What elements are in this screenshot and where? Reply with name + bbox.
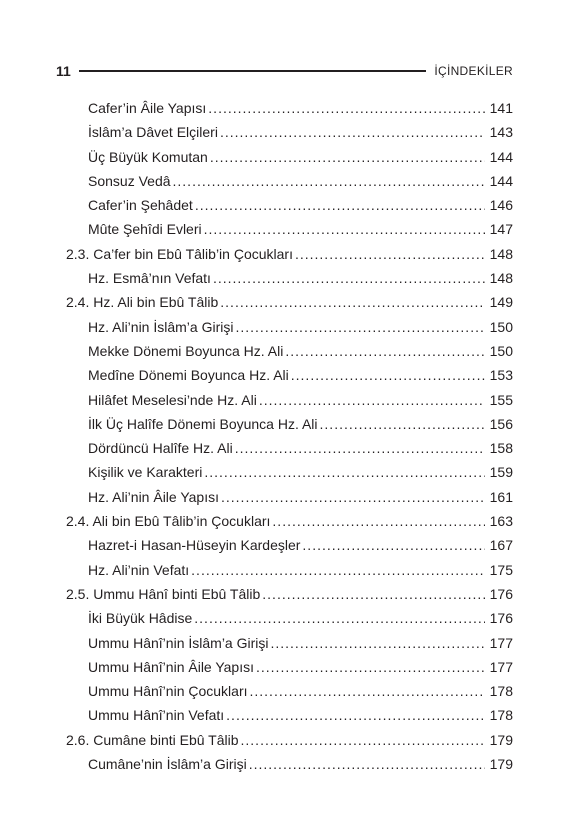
toc-entry[interactable] (66, 145, 513, 169)
toc-entry-page: 176 (489, 610, 513, 627)
dot-leader (235, 436, 485, 460)
dot-leader (256, 655, 485, 679)
toc-entry-page: 177 (489, 634, 513, 651)
toc-entry-page: 149 (489, 294, 513, 311)
toc-entry[interactable] (66, 120, 513, 144)
dot-leader (235, 315, 485, 339)
dot-leader (270, 631, 485, 655)
dot-leader (208, 96, 485, 120)
toc-entry-page: 143 (489, 124, 513, 141)
toc-entry-page: 144 (489, 148, 513, 165)
dot-leader (295, 242, 485, 266)
toc-entry-title: Sonsuz Vedâ (88, 172, 171, 189)
toc-entry-page: 150 (489, 342, 513, 359)
toc-entry[interactable] (66, 290, 513, 314)
toc-entry[interactable] (66, 728, 513, 752)
toc-entry-title: 2.4. Ali bin Ebû Tâlib’in Çocukları (66, 513, 271, 530)
toc-entry[interactable] (66, 460, 513, 484)
toc-entry-title: İki Büyük Hâdise (88, 610, 193, 627)
toc-entry[interactable] (66, 485, 513, 509)
page-number: 11 (56, 63, 71, 79)
dot-leader (210, 145, 485, 169)
toc-entry-title: Ummu Hânî’nin İslâm’a Girişi (88, 634, 269, 651)
toc-entry-page: 177 (489, 658, 513, 675)
toc-entry-title: Cafer’in Âile Yapısı (88, 100, 207, 116)
toc-entry-page: 178 (489, 707, 513, 724)
toc-entry[interactable] (66, 679, 513, 703)
dot-leader (195, 193, 485, 217)
toc-entry[interactable] (66, 412, 513, 436)
toc-entry[interactable] (66, 96, 513, 120)
toc-entry-title: Ummu Hânî’nin Vefatı (88, 707, 225, 724)
dot-leader (241, 728, 485, 752)
toc-entry-title: 2.3. Ca’fer bin Ebû Tâlib’in Çocukları (66, 245, 293, 262)
toc-entry[interactable] (66, 388, 513, 412)
toc-entry-page: 176 (489, 585, 513, 602)
toc-entry[interactable] (66, 752, 513, 776)
toc-entry-title: 2.5. Ummu Hânî binti Ebû Tâlib (66, 585, 261, 602)
toc-entry[interactable] (66, 533, 513, 557)
toc-entry-title: Ummu Hânî’nin Çocukları (88, 683, 248, 700)
toc-entry-title: Mûte Şehîdi Evleri (88, 221, 202, 238)
toc-entry-page: 148 (489, 245, 513, 262)
toc-entry[interactable] (66, 582, 513, 606)
dot-leader (194, 606, 485, 630)
toc-entry-page: 167 (489, 537, 513, 554)
toc-entry-page: 141 (489, 100, 513, 116)
toc-entry-title: Ummu Hânî’nin Âile Yapısı (88, 658, 254, 675)
toc-entry-page: 158 (489, 440, 513, 457)
toc-entry-title: Dördüncü Halîfe Hz. Ali (88, 440, 233, 457)
toc-entry-page: 161 (489, 488, 513, 505)
toc-entry[interactable] (66, 363, 513, 387)
toc-entry-page: 159 (489, 464, 513, 481)
dot-leader (302, 533, 485, 557)
dot-leader (259, 388, 485, 412)
toc-entry-title: Hz. Ali’nin Vefatı (88, 561, 190, 578)
toc-entry[interactable] (66, 631, 513, 655)
toc-entry-title: Medîne Dönemi Boyunca Hz. Ali (88, 367, 289, 384)
toc-entry-title: Hazret-i Hasan-Hüseyin Kardeşler (88, 537, 301, 554)
toc-entry-title: Hz. Ali’nin İslâm’a Girişi (88, 318, 234, 335)
toc-entry[interactable] (66, 509, 513, 533)
dot-leader (250, 679, 486, 703)
toc-entry-title: Hz. Ali’nin Âile Yapısı (88, 488, 219, 505)
toc-entry-page: 163 (489, 513, 513, 530)
toc-entry-page: 178 (489, 683, 513, 700)
toc-entry[interactable] (66, 266, 513, 290)
toc-entry[interactable] (66, 703, 513, 727)
toc-entry-page: 156 (489, 415, 513, 432)
dot-leader (272, 509, 485, 533)
dot-leader (226, 703, 485, 727)
dot-leader (285, 339, 485, 363)
toc-entry[interactable] (66, 558, 513, 582)
dot-leader (221, 485, 485, 509)
toc-entry-page: 175 (489, 561, 513, 578)
toc-entry-page: 153 (489, 367, 513, 384)
toc-entry-title: Cumâne’nin İslâm’a Girişi (88, 756, 247, 773)
toc-entry-title: Mekke Dönemi Boyunca Hz. Ali (88, 342, 284, 359)
table-of-contents (66, 96, 513, 776)
toc-entry-title: İslâm’a Dâvet Elçileri (88, 124, 218, 141)
dot-leader (204, 460, 485, 484)
toc-entry-title: Cafer’in Şehâdet (88, 197, 193, 214)
dot-leader (320, 412, 485, 436)
toc-entry-page: 148 (489, 270, 513, 287)
toc-entry[interactable] (66, 193, 513, 217)
dot-leader (291, 363, 485, 387)
toc-entry-page: 150 (489, 318, 513, 335)
toc-entry[interactable] (66, 436, 513, 460)
toc-entry[interactable] (66, 655, 513, 679)
toc-entry-page: 155 (489, 391, 513, 408)
toc-entry[interactable] (66, 339, 513, 363)
toc-entry-title: Hz. Esmâ’nın Vefatı (88, 270, 211, 287)
dot-leader (220, 120, 485, 144)
toc-entry[interactable] (66, 242, 513, 266)
toc-entry-page: 146 (489, 197, 513, 214)
toc-entry[interactable] (66, 606, 513, 630)
dot-leader (204, 217, 485, 241)
toc-entry-page: 144 (489, 172, 513, 189)
toc-entry[interactable] (66, 217, 513, 241)
dot-leader (220, 290, 485, 314)
toc-entry-title: Üç Büyük Komutan (88, 148, 208, 165)
dot-leader (213, 266, 485, 290)
toc-entry-title: İlk Üç Halîfe Dönemi Boyunca Hz. Ali (88, 415, 318, 432)
toc-entry-title: Hilâfet Meselesi’nde Hz. Ali (88, 391, 257, 408)
page-header (56, 62, 513, 80)
toc-entry-page: 179 (489, 731, 513, 748)
toc-entry-title: Kişilik ve Karakteri (88, 464, 203, 481)
dot-leader (262, 582, 485, 606)
dot-leader (249, 752, 485, 776)
toc-entry-page: 179 (489, 756, 513, 773)
toc-entry-title: 2.4. Hz. Ali bin Ebû Tâlib (66, 294, 219, 311)
toc-entry[interactable] (66, 315, 513, 339)
dot-leader (173, 169, 485, 193)
toc-entry-title: 2.6. Cumâne binti Ebû Tâlib (66, 731, 239, 748)
toc-entry-page: 147 (489, 221, 513, 238)
running-title: İÇİNDEKİLER (434, 64, 513, 78)
dot-leader (191, 558, 485, 582)
header-rule (79, 70, 427, 72)
toc-entry[interactable] (66, 169, 513, 193)
